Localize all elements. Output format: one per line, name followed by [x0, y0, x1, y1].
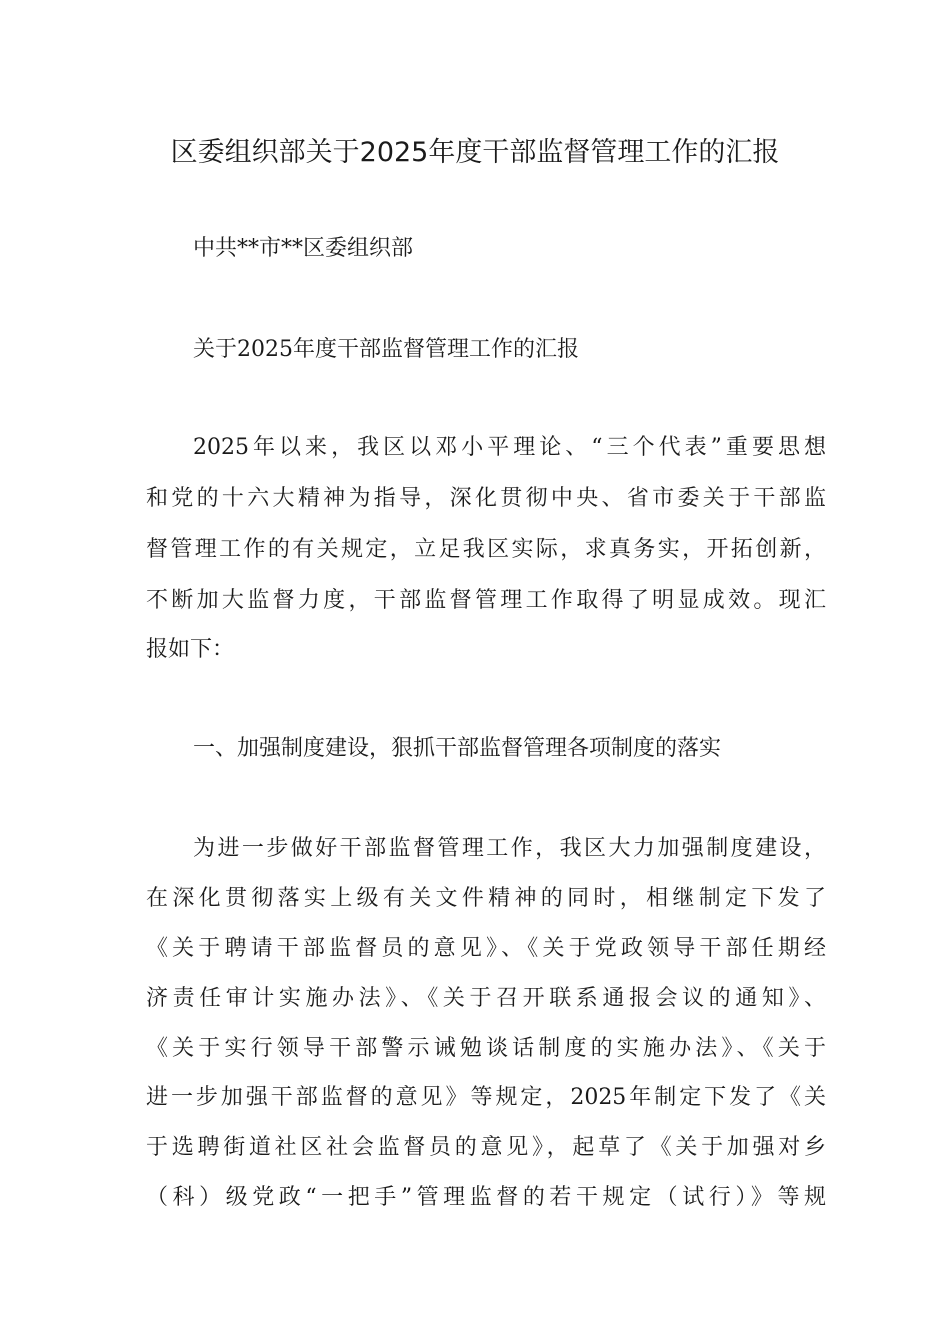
issuer-line: 中共**市**区委组织部 [193, 236, 414, 261]
section1-line-5: 《关于实行领导干部警示诫勉谈话制度的实施办法》、《关于 [146, 1036, 826, 1061]
section1-line-8: （科）级党政“一把手”管理监督的若干规定（试行）》等规 [146, 1185, 826, 1210]
section1-line-3: 《关于聘请干部监督员的意见》、《关于党政领导干部任期经 [146, 936, 826, 961]
section1-line-7: 于选聘街道社区社会监督员的意见》，起草了《关于加强对乡 [146, 1135, 826, 1160]
document-title: 区委组织部关于2025年度干部监督管理工作的汇报 [170, 137, 780, 168]
subtitle-line: 关于2025年度干部监督管理工作的汇报 [193, 337, 579, 362]
section1-line-6: 进一步加强干部监督的意见》等规定，2025年制定下发了《关 [146, 1085, 826, 1110]
intro-line-3: 督管理工作的有关规定，立足我区实际，求真务实，开拓创新， [146, 537, 826, 562]
intro-line-2: 和党的十六大精神为指导，深化贯彻中央、省市委关于干部监 [146, 486, 826, 511]
intro-line-5: 报如下： [146, 637, 235, 662]
section1-line-2: 在深化贯彻落实上级有关文件精神的同时，相继制定下发了 [146, 886, 826, 911]
intro-line-4: 不断加大监督力度，干部监督管理工作取得了明显成效。现汇 [146, 588, 826, 613]
section-heading-1: 一、加强制度建设，狠抓干部监督管理各项制度的落实 [193, 736, 722, 761]
section1-line-4: 济责任审计实施办法》、《关于召开联系通报会议的通知》、 [146, 986, 826, 1011]
section1-line-1: 为进一步做好干部监督管理工作，我区大力加强制度建设， [193, 836, 826, 861]
intro-line-1: 2025年以来，我区以邓小平理论、“三个代表”重要思想 [193, 435, 826, 460]
